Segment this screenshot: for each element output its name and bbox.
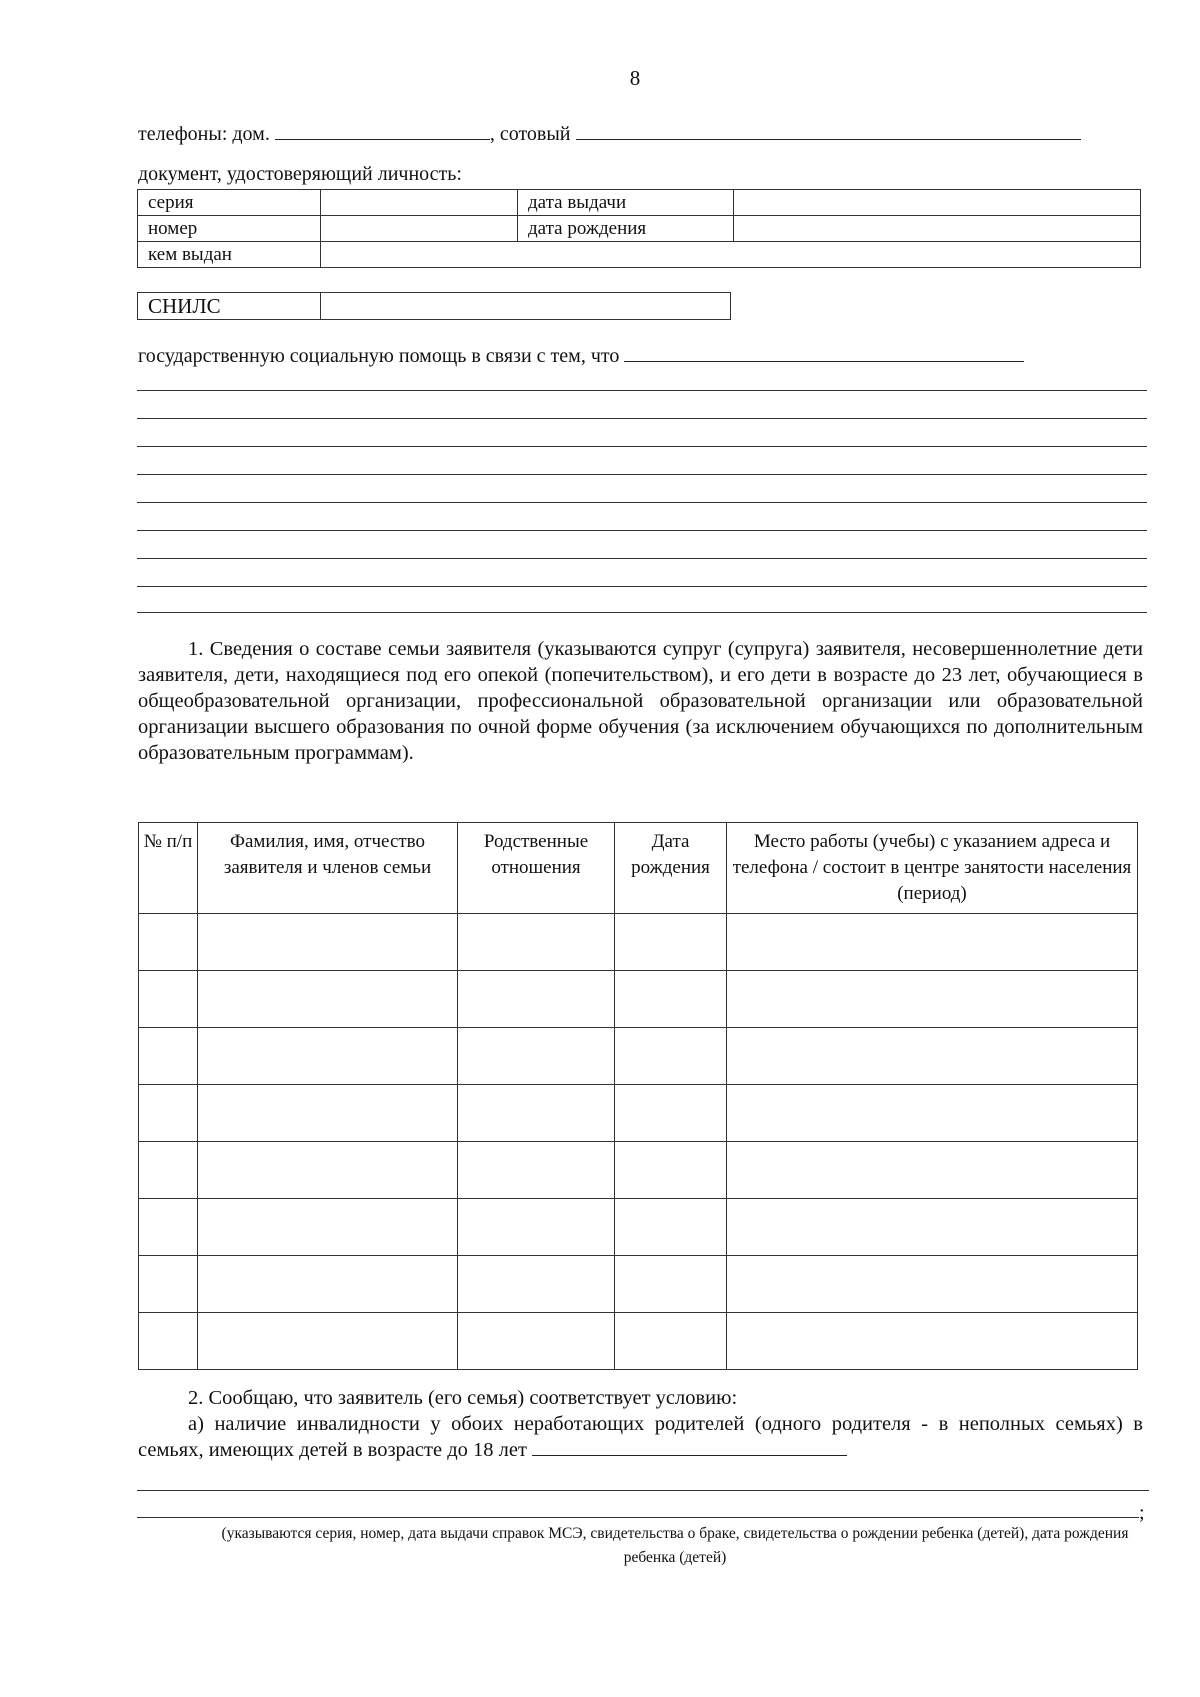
section2-intro: 2. Сообщаю, что заявитель (его семья) соответствует условию: — [188, 1387, 738, 1409]
assistance-reason-label: государственную социальную помощь в связи с тем, что — [138, 345, 620, 367]
table-cell[interactable] — [458, 1142, 615, 1199]
table-cell[interactable] — [458, 971, 615, 1028]
series-label: серия — [138, 190, 321, 216]
blank-line[interactable] — [137, 502, 1147, 503]
assistance-reason-line — [138, 344, 1024, 368]
blank-line[interactable] — [137, 418, 1147, 419]
col-name-header: Фамилия, имя, отчество заявителя и членов семьи — [198, 823, 458, 914]
family-table — [138, 822, 1138, 1370]
table-cell[interactable] — [727, 971, 1138, 1028]
table-cell[interactable] — [198, 971, 458, 1028]
mobile-phone-label: , сотовый — [489, 123, 571, 145]
table-cell[interactable] — [727, 1313, 1138, 1370]
table-cell[interactable] — [615, 1142, 727, 1199]
table-cell[interactable] — [615, 1313, 727, 1370]
table-cell[interactable] — [198, 1028, 458, 1085]
table-row — [139, 914, 1138, 971]
phones-line — [138, 122, 1081, 146]
series-field[interactable] — [321, 190, 518, 216]
table-cell[interactable] — [139, 971, 198, 1028]
table-cell[interactable] — [458, 1313, 615, 1370]
snils-label: СНИЛС — [138, 293, 321, 320]
table-cell[interactable] — [139, 1199, 198, 1256]
page-number: 8 — [629, 66, 641, 90]
table-cell[interactable] — [615, 1199, 727, 1256]
issue-date-label: дата выдачи — [518, 190, 734, 216]
table-cell[interactable] — [139, 1085, 198, 1142]
birth-date-field[interactable] — [734, 216, 1141, 242]
table-cell[interactable] — [458, 1085, 615, 1142]
table-cell[interactable] — [615, 1028, 727, 1085]
mobile-phone-field[interactable] — [576, 122, 1081, 140]
table-row — [139, 1142, 1138, 1199]
table-cell[interactable] — [615, 1256, 727, 1313]
table-cell[interactable] — [198, 1085, 458, 1142]
table-cell[interactable] — [458, 1028, 615, 1085]
snils-table — [137, 292, 731, 320]
issued-by-field[interactable] — [321, 242, 1141, 268]
table-cell[interactable] — [139, 1028, 198, 1085]
table-cell[interactable] — [198, 1142, 458, 1199]
table-cell[interactable] — [615, 971, 727, 1028]
blank-line[interactable] — [137, 586, 1147, 587]
semicolon: ; — [1139, 1502, 1145, 1524]
table-cell[interactable] — [458, 1199, 615, 1256]
table-row — [139, 1085, 1138, 1142]
table-cell[interactable] — [727, 914, 1138, 971]
table-cell[interactable] — [727, 1142, 1138, 1199]
issued-by-label: кем выдан — [138, 242, 321, 268]
table-cell[interactable] — [198, 1256, 458, 1313]
section2-item-a-text: а) наличие инвалидности у обоих неработающих родителей (одного родителя - в неполных семьях) в семьях, имеющих детей в возрасте до 18 лет — [138, 1413, 1143, 1461]
blank-line[interactable] — [137, 530, 1147, 531]
table-row — [139, 1256, 1138, 1313]
id-document-label: документ, удостоверяющий личность: — [138, 163, 462, 185]
col-number-header: № п/п — [139, 823, 198, 914]
snils-field[interactable] — [321, 293, 731, 320]
table-cell[interactable] — [198, 914, 458, 971]
col-relation-header: Родственные отношения — [458, 823, 615, 914]
table-cell[interactable] — [727, 1199, 1138, 1256]
id-document-table — [137, 189, 1141, 268]
blank-line[interactable] — [137, 390, 1147, 391]
issue-date-field[interactable] — [734, 190, 1141, 216]
section2-note: (указываются серия, номер, дата выдачи справок МСЭ, свидетельства о браке, свидетельства о рождении ребенка (детей), дата рождения ребенка (детей) — [221, 1525, 1129, 1566]
section1-paragraph: 1. Сведения о составе семьи заявителя (указываются супруг (супруга) заявителя, несовершеннолетние дети заявителя, дети, находящиеся под его опекой (попечительством), и его дети в возрасте до 23 лет, обучающиеся в общеобразовательной организации, профессиональной образовательной организации или образовательной организации высшего образования по очной форме обучения (за исключением обучающихся по дополнительным образовательным программам). — [138, 638, 1143, 764]
blank-line[interactable] — [137, 1517, 1139, 1518]
table-cell[interactable] — [139, 1142, 198, 1199]
table-cell[interactable] — [615, 1085, 727, 1142]
table-cell[interactable] — [727, 1028, 1138, 1085]
table-cell[interactable] — [139, 1256, 198, 1313]
table-row — [139, 1313, 1138, 1370]
blank-line[interactable] — [137, 1490, 1149, 1491]
table-cell[interactable] — [615, 914, 727, 971]
home-phone-label: телефоны: дом. — [138, 123, 270, 145]
number-label: номер — [138, 216, 321, 242]
blank-line[interactable] — [137, 612, 1147, 613]
table-row — [139, 1199, 1138, 1256]
number-field[interactable] — [321, 216, 518, 242]
section2-item-a — [138, 1411, 1143, 1463]
table-row — [139, 1028, 1138, 1085]
table-cell[interactable] — [458, 1256, 615, 1313]
table-row — [139, 971, 1138, 1028]
blank-line[interactable] — [137, 446, 1147, 447]
birth-date-label: дата рождения — [518, 216, 734, 242]
table-cell[interactable] — [198, 1313, 458, 1370]
assistance-reason-field[interactable] — [624, 344, 1024, 362]
table-cell[interactable] — [139, 1313, 198, 1370]
table-cell[interactable] — [198, 1199, 458, 1256]
col-birthdate-header: Дата рождения — [615, 823, 727, 914]
table-cell[interactable] — [458, 914, 615, 971]
blank-line[interactable] — [137, 558, 1147, 559]
table-cell[interactable] — [139, 914, 198, 971]
home-phone-field[interactable] — [275, 122, 490, 140]
col-workplace-header: Место работы (учебы) с указанием адреса и телефона / состоит в центре занятости населения (период) — [727, 823, 1138, 914]
table-cell[interactable] — [727, 1085, 1138, 1142]
blank-line[interactable] — [137, 474, 1147, 475]
item-a-field[interactable] — [532, 1441, 847, 1456]
table-cell[interactable] — [727, 1256, 1138, 1313]
